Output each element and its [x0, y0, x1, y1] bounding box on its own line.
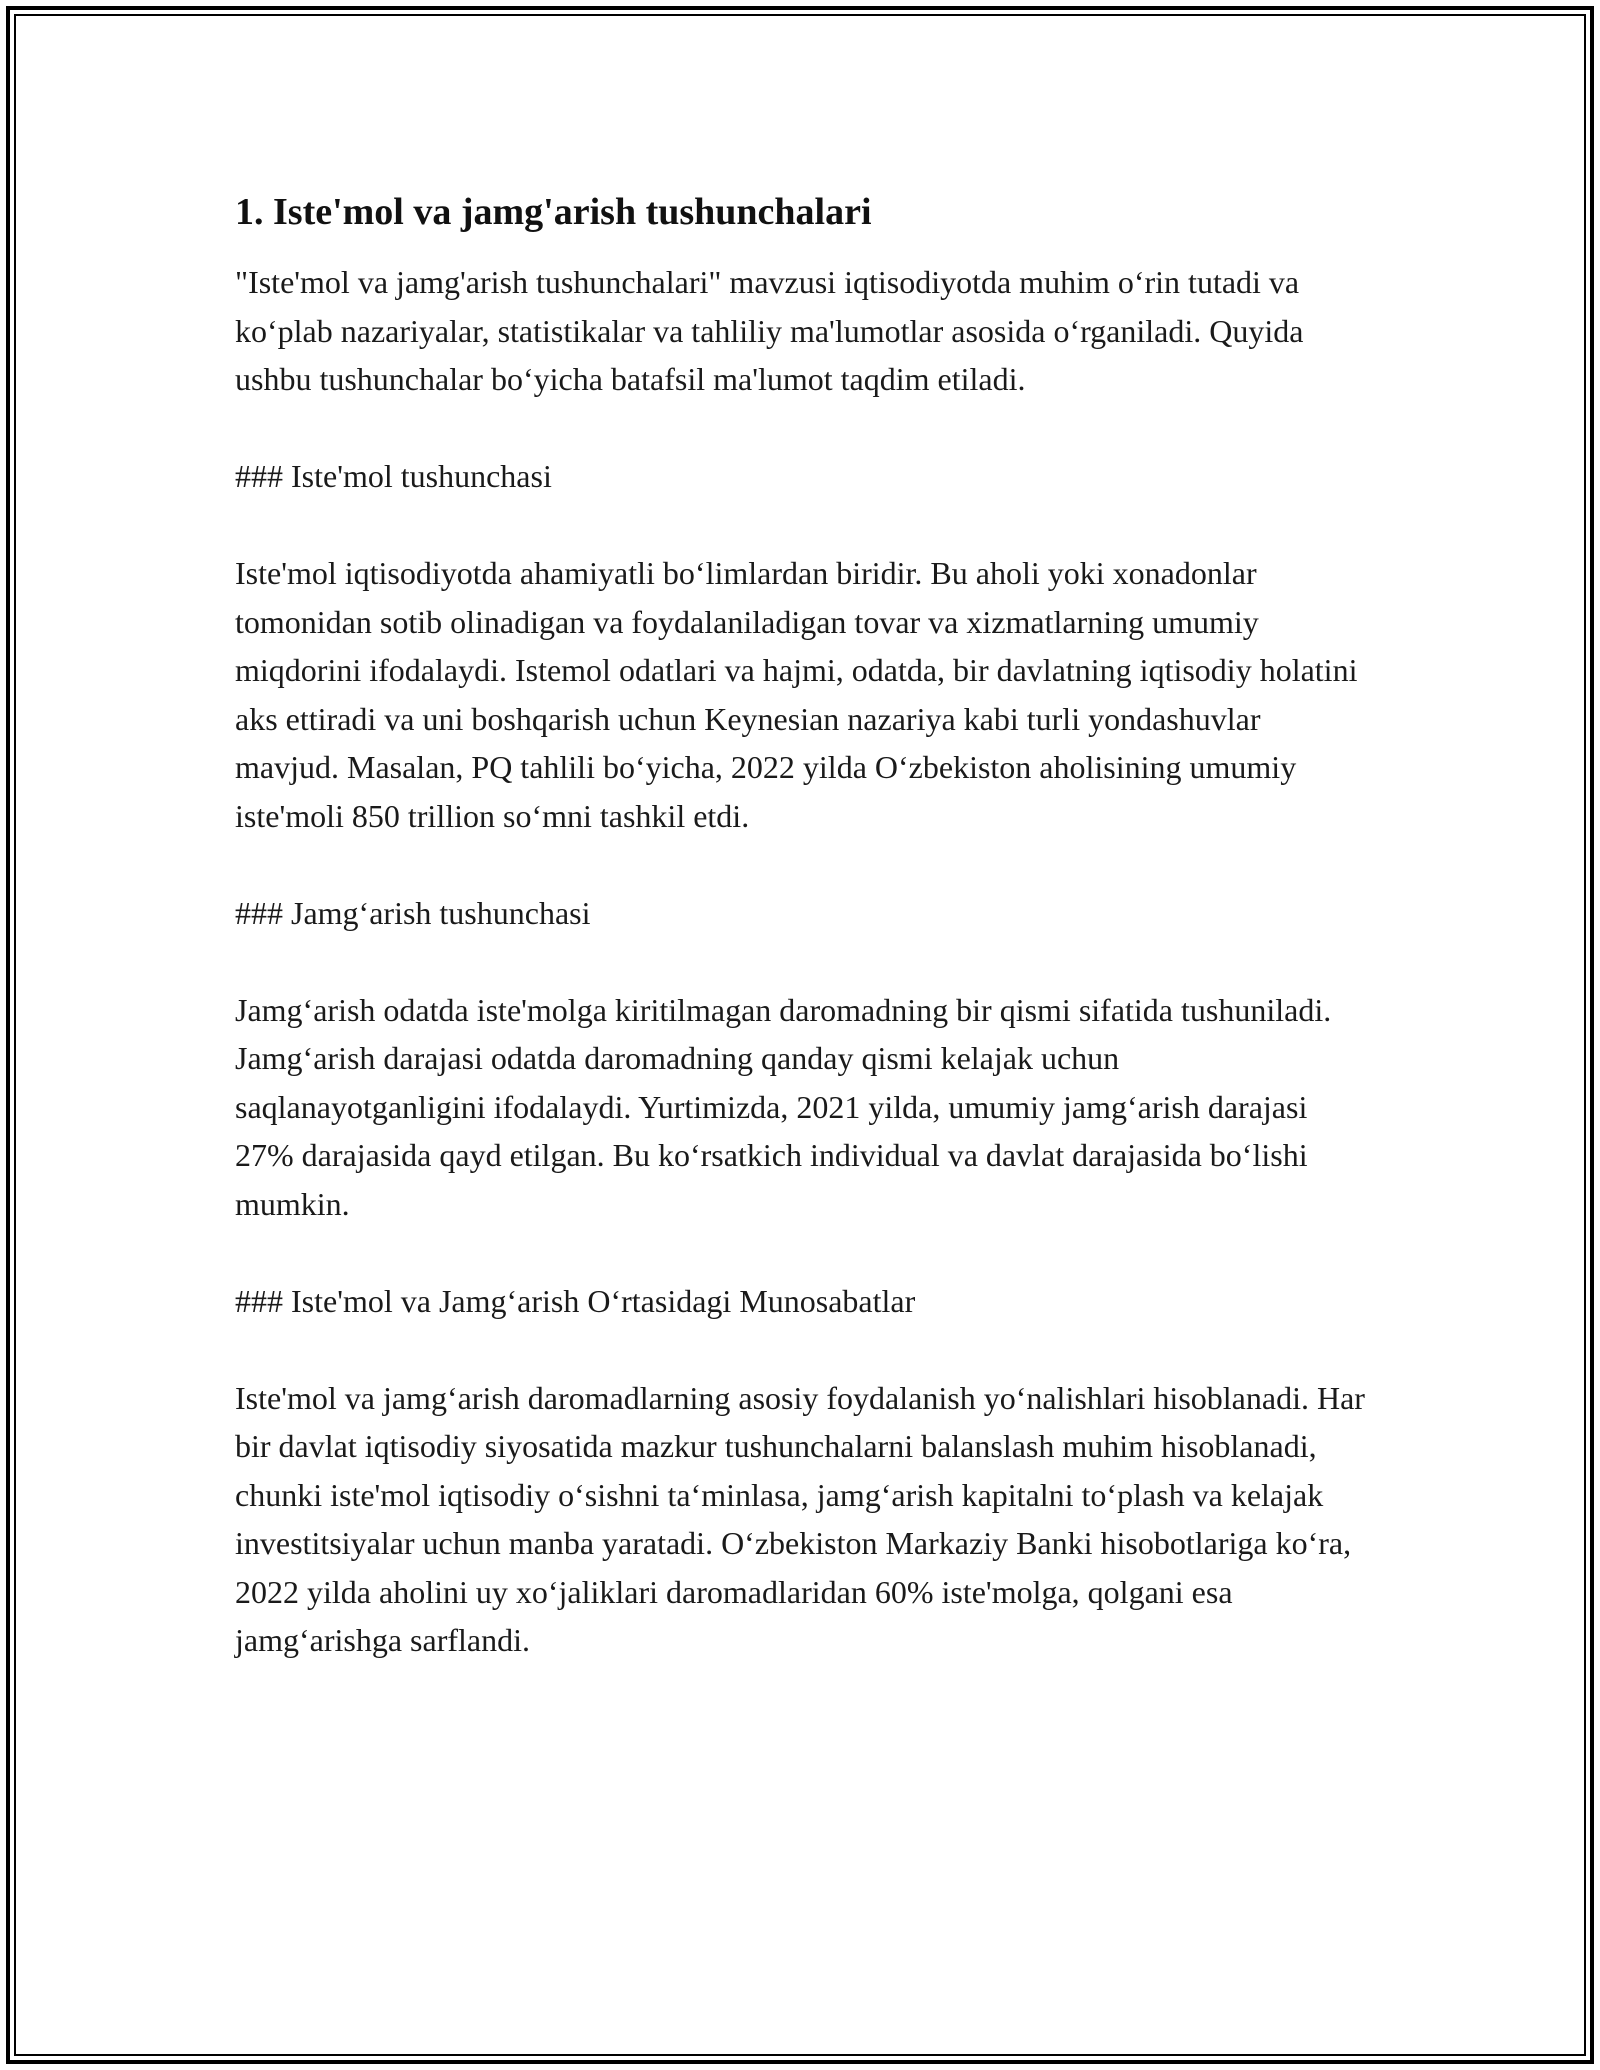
document-body — [235, 188, 1373, 1665]
paragraph-istemol: Iste'mol iqtisodiyotda ahamiyatli bo‘limlardan biridir. Bu aholi yoki xonadonlar tomonidan sotib olinadigan va foydalaniladigan tovar va xizmatlarning umumiy miqdorini ifodalaydi. Istemol odatlari va hajmi, odatda, bir davlatning iqtisodiy holatini aks ettiradi va uni boshqarish uchun Keynesian nazariya kabi turli yondashuvlar mavjud. Masalan, PQ tahlili bo‘yicha, 2022 yilda O‘zbekiston aholisining umumiy iste'moli 850 trillion so‘mni tashkil etdi. — [235, 555, 1366, 834]
section-heading-munosabatlar: ### Iste'mol va Jamg‘arish O‘rtasidagi Munosabatlar — [235, 1282, 916, 1319]
section-heading-jamgarish: ### Jamg‘arish tushunchasi — [235, 894, 591, 931]
paragraph-jamgarish: Jamg‘arish odatda iste'molga kiritilmagan daromadning bir qismi sifatida tushuniladi. Jamg‘arish darajasi odatda daromadning qanday qismi kelajak uchun saqlanayotganligini ifodalaydi. Yurtimizda, 2021 yilda, umumiy jamg‘arish darajasi 27% darajasida qayd etilgan. Bu ko‘rsatkich individual va davlat darajasida bo‘lishi mumkin. — [235, 991, 1340, 1222]
intro-paragraph: "Iste'mol va jamg'arish tushunchalari" mavzusi iqtisodiyotda muhim o‘rin tutadi va ko‘plab nazariyalar, statistikalar va tahliliy ma'lumotlar asosida o‘rganiladi. Quyida ushbu tushunchalar bo‘yicha batafsil ma'lumot taqdim etiladi. — [235, 264, 1312, 397]
section-heading-istemol: ### Iste'mol tushunchasi — [235, 458, 552, 494]
paragraph-munosabatlar: Iste'mol va jamg‘arish daromadlarning asosiy foydalanish yo‘nalishlari hisoblanadi. Har bir davlat iqtisodiy siyosatida mazkur tushunchalarni balanslash muhim hisoblanadi, chunki iste'mol iqtisodiy o‘sishni ta‘minlasa, jamg‘arish kapitalni to‘plash va kelajak investitsiyalar uchun manba yaratadi. O‘zbekiston Markaziy Banki hisobotlariga ko‘ra, 2022 yilda aholini uy xo‘jaliklari daromadlaridan 60% iste'molga, qolgani esa jamg‘arishga sarflandi. — [235, 1379, 1373, 1658]
document-title: 1. Iste'mol va jamg'arish tushunchalari — [235, 191, 872, 233]
